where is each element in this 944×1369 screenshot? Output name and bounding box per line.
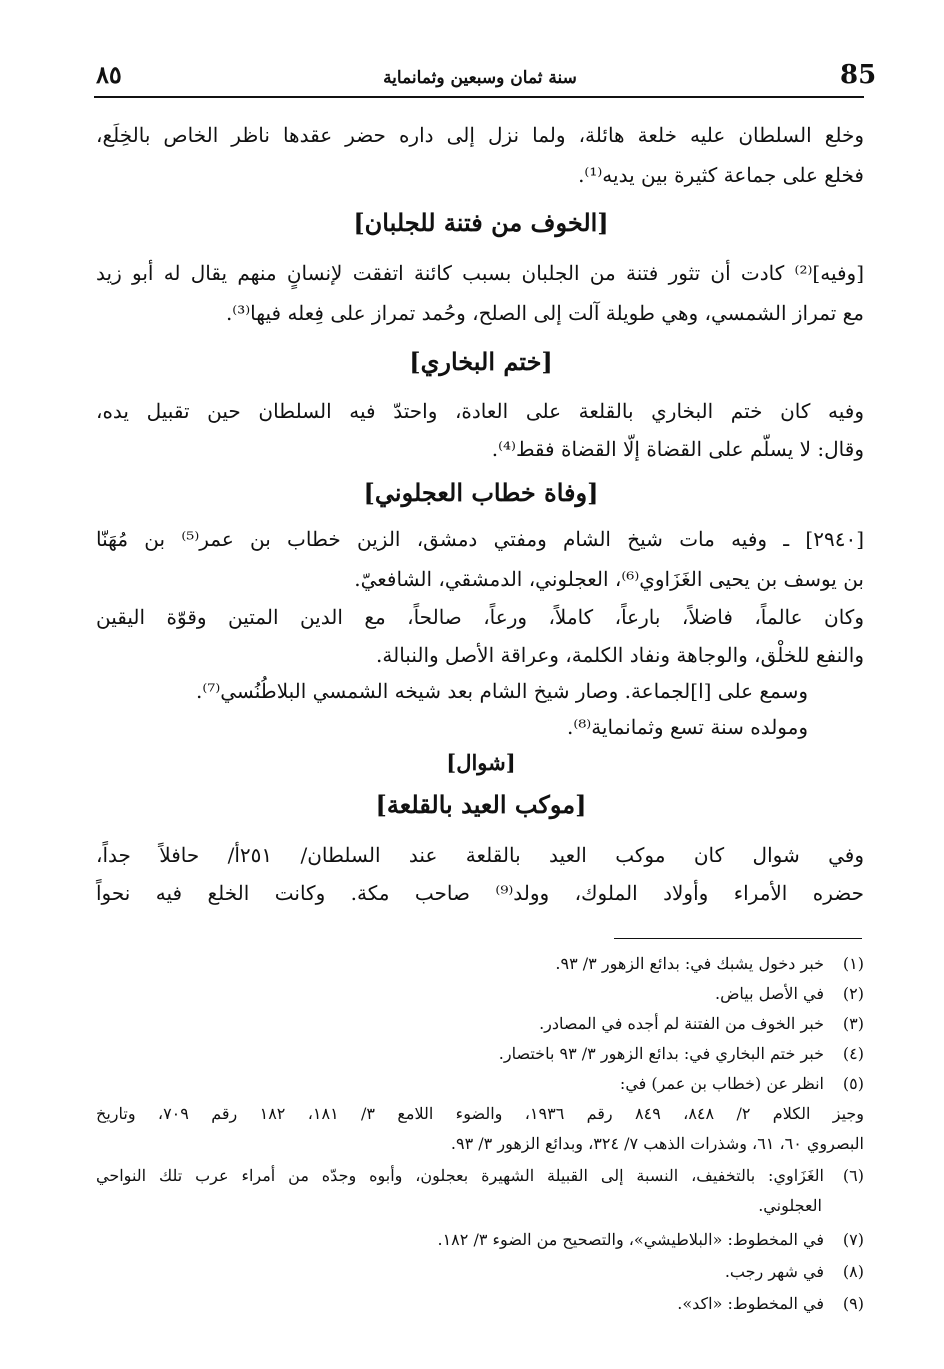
paragraph-line: حضره الأمراء وأولاد الملوك، وولد⁽⁹⁾ صاحب مكة. وكانت الخلع فيه نحواً — [96, 881, 865, 905]
footnote-number: (٢) — [842, 984, 864, 1003]
footnote-text: في الأصل بياض. — [714, 984, 824, 1003]
footnote-line — [96, 1102, 864, 1126]
footnote-text: انظر عن (خطاب بن عمر) في: — [619, 1074, 824, 1093]
footnote — [499, 1042, 864, 1066]
footnote — [539, 1012, 864, 1036]
footnote-number: (٩) — [842, 1294, 864, 1313]
section-heading: [ختم البخاري] — [409, 347, 553, 376]
footnote-text: الغَزَاوي: بالتخفيف، النسبة إلى القبيلة الشهيرة بعجلون، وأبوه وجدّه من أمراء عرب تلك النواحي — [96, 1166, 825, 1185]
footnote-number: (١) — [842, 954, 864, 973]
running-title: سنة ثمان وسبعين وثمانماية — [383, 68, 577, 88]
footnote-number: (٧) — [842, 1230, 864, 1249]
page-number-arabic: ٨٥ — [96, 60, 122, 89]
footnote — [620, 1072, 864, 1096]
footnote — [725, 1260, 864, 1284]
paragraph-line: ومولده سنة تسع وثمانماية⁽⁸⁾. — [566, 715, 808, 739]
footnote — [96, 1164, 864, 1188]
footnote-text: في المخطوط: «البلاطيشي»، والتصحيح من الضوء ٣/ ١٨٢. — [437, 1230, 824, 1249]
footnote-text: العجلوني. — [758, 1196, 822, 1215]
paragraph-line: بن يوسف بن يحيى الغَزَاوي⁽⁶⁾، العجلوني، الدمشقي، الشافعيّ. — [354, 567, 864, 591]
paragraph-line: [وفيه]⁽²⁾ كادت أن تثور فتنة من الجلبان بسبب كائنة اتفقت لإنسانٍ منهم يقال له أبو زيد — [96, 261, 864, 285]
section-heading: [موكب العيد بالقلعة] — [375, 790, 587, 819]
paragraph-line: وكان عالماً، فاضلاً، بارعاً، كاملاً، ورعاً، صالحاً، مع الدين المتين وقوّة اليقين — [96, 605, 864, 629]
footnote-number: (٤) — [842, 1044, 864, 1063]
paragraph-line: فخلع على جماعة كثيرة بين يديه⁽¹⁾. — [578, 163, 864, 187]
footnote-text: البصروي ٦٠، ٦١، وشذرات الذهب ٧/ ٣٢٤، وبدائع الزهور ٣/ ٩٣. — [450, 1134, 864, 1153]
footnote-line — [451, 1132, 864, 1156]
paragraph-line: وسمع على [ا]لجماعة. وصار شيخ الشام بعد شيخه الشمسي البلاطُنُسي⁽⁷⁾. — [196, 679, 808, 703]
footnote-text: خبر دخول يشبك في: بدائع الزهور ٣/ ٩٣. — [555, 954, 824, 973]
footnote — [677, 1292, 864, 1316]
footnote-number: (٥) — [842, 1074, 864, 1093]
section-heading: [الخوف من فتنة للجلبان] — [353, 208, 609, 237]
paragraph-line: وفي شوال كان موكب العيد بالقلعة عند السلطان/ ٢٥١أ/ حافلاً جداً، — [96, 843, 864, 867]
paragraph-line: وفيه كان ختم البخاري بالقلعة على العادة، واحتدّ فيه السلطان حين تقبيل يده، — [96, 399, 864, 423]
footnote-number: (٨) — [842, 1262, 864, 1281]
header-rule — [94, 96, 864, 98]
footnote-text: خبر الخوف من الفتنة لم أجده في المصادر. — [539, 1014, 824, 1033]
page-number-latin: 85 — [840, 60, 877, 90]
footnote-number: (٣) — [842, 1014, 864, 1033]
footnote-text: في شهر رجب. — [724, 1262, 824, 1281]
footnote-text: في المخطوط: «اكد». — [677, 1294, 824, 1313]
month-heading: [شوال] — [446, 750, 516, 775]
footnote-text: وجيز الكلام ٢/ ٨٤٨، ٨٤٩ رقم ١٩٣٦، والضوء اللامع ٣/ ١٨١، ١٨٢ رقم ٧٠٩، وتاريخ — [96, 1104, 865, 1123]
paragraph-line: مع تمراز الشمسي، وهي طويلة آلت إلى الصلح، وحُمد تمراز على فِعله فيها⁽³⁾. — [225, 301, 864, 325]
paragraph-line: [٢٩٤٠] ـ وفيه مات شيخ الشام ومفتي دمشق، الزين خطاب بن عمر⁽⁵⁾ بن مُهَنّا — [96, 527, 864, 551]
footnote-separator — [614, 938, 862, 939]
footnote-number: (٦) — [842, 1166, 865, 1185]
footnote — [555, 952, 864, 976]
footnote-line — [758, 1194, 822, 1218]
paragraph-line: والنفع للخلْق، والوجاهة ونفاد الكلمة، وعراقة الأصل والنبالة. — [376, 643, 864, 667]
paragraph-line: وخلع السلطان عليه خلعة هائلة، ولما نزل إلى داره حضر عقدها ناظر الخاص بالخِلَع، — [96, 123, 864, 147]
section-heading: [وفاة خطاب العجلوني] — [363, 478, 599, 507]
paragraph-line: وقال: لا يسلّم على القضاة إلّا القضاة فقط⁽⁴⁾. — [491, 437, 864, 461]
footnote-text: خبر ختم البخاري في: بدائع الزهور ٣/ ٩٣ باختصار. — [498, 1044, 824, 1063]
footnote — [437, 1228, 864, 1252]
footnote — [715, 982, 864, 1006]
